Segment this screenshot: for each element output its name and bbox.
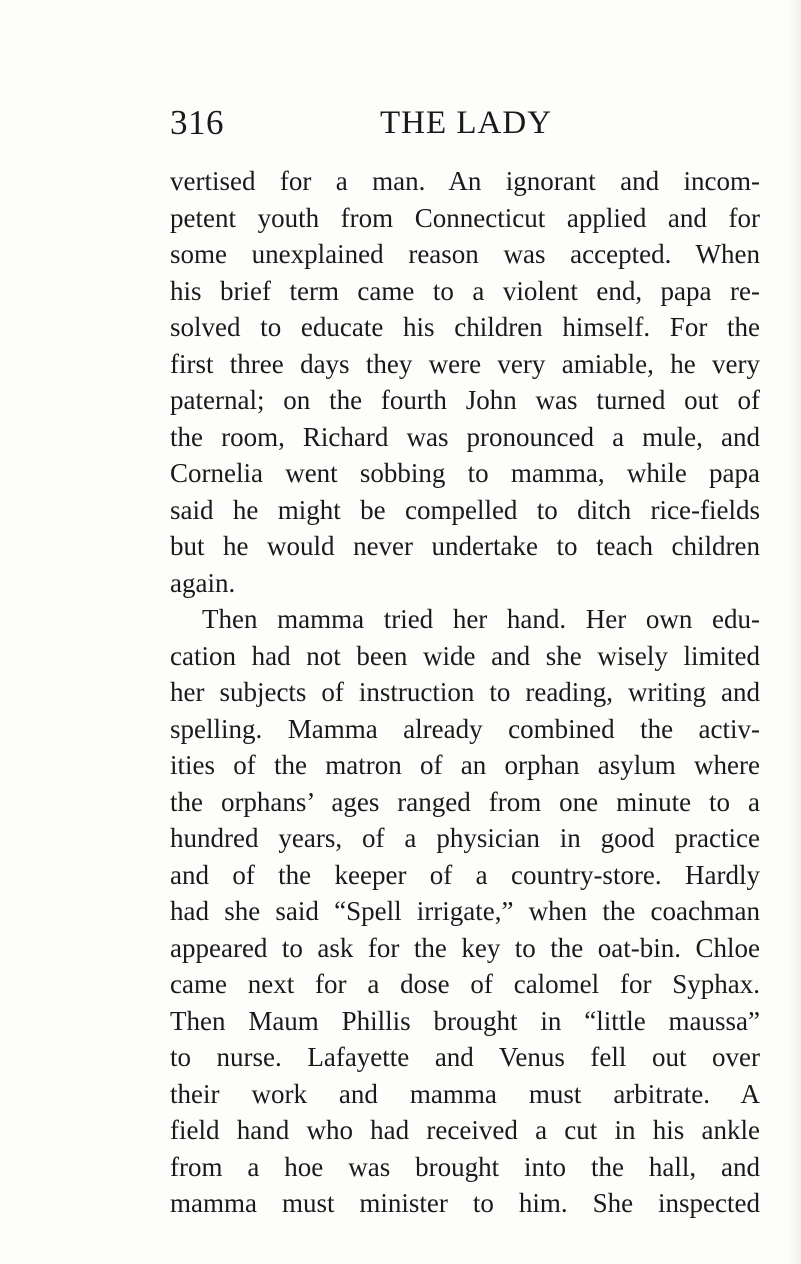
text-line: some unexplained reason was accepted. When bbox=[170, 239, 760, 269]
text-line: the room, Richard was pronounced a mule, and bbox=[170, 421, 760, 452]
text-line: but he would never undertake to teach children bbox=[170, 531, 760, 561]
text-line: his brief term came to a violent end, papa re- bbox=[170, 275, 760, 306]
text-line: field hand who had received a cut in his ankle bbox=[170, 1115, 760, 1145]
text-line-paragraph-start: Then mamma tried her hand. Her own edu- bbox=[202, 604, 760, 634]
text-line: spelling. Mamma already combined the activ- bbox=[170, 713, 760, 744]
page-number: 316 bbox=[170, 103, 224, 142]
text-line: and of the keeper of a country-store. Hardly bbox=[170, 859, 760, 890]
text-line: from a hoe was brought into the hall, and bbox=[170, 1151, 760, 1182]
text-line: cation had not been wide and she wisely limited bbox=[170, 640, 760, 671]
text-line-paragraph-end: again. bbox=[170, 567, 236, 598]
text-line: paternal; on the fourth John was turned out of bbox=[170, 385, 760, 415]
text-line: to nurse. Lafayette and Venus fell out over bbox=[170, 1042, 760, 1072]
text-line: ities of the matron of an orphan asylum where bbox=[170, 750, 760, 780]
text-line: first three days they were very amiable, he very bbox=[170, 348, 760, 379]
page-edge-shadow bbox=[787, 0, 801, 1264]
text-line: said he might be compelled to ditch rice-fields bbox=[170, 494, 760, 525]
body-text bbox=[170, 163, 760, 1222]
text-line: the orphans’ ages ranged from one minute to a bbox=[170, 786, 760, 817]
text-line: petent youth from Connecticut applied and for bbox=[170, 202, 760, 233]
text-line: Cornelia went sobbing to mamma, while papa bbox=[170, 458, 760, 488]
text-line: Then Maum Phillis brought in “little maussa” bbox=[170, 1005, 760, 1036]
text-line: their work and mamma must arbitrate. A bbox=[170, 1078, 760, 1109]
text-line: her subjects of instruction to reading, writing and bbox=[170, 677, 760, 707]
running-head: THE LADY bbox=[380, 105, 553, 141]
text-line: solved to educate his children himself. For the bbox=[170, 312, 760, 342]
text-line: had she said “Spell irrigate,” when the coachman bbox=[170, 896, 760, 926]
text-line: appeared to ask for the key to the oat-bin. Chloe bbox=[170, 932, 760, 963]
text-line: came next for a dose of calomel for Syphax. bbox=[170, 969, 760, 999]
text-line: mamma must minister to him. She inspected bbox=[170, 1188, 760, 1218]
text-line: hundred years, of a physician in good practice bbox=[170, 823, 760, 853]
page-header bbox=[170, 101, 680, 145]
text-line: vertised for a man. An ignorant and incom- bbox=[170, 166, 760, 196]
